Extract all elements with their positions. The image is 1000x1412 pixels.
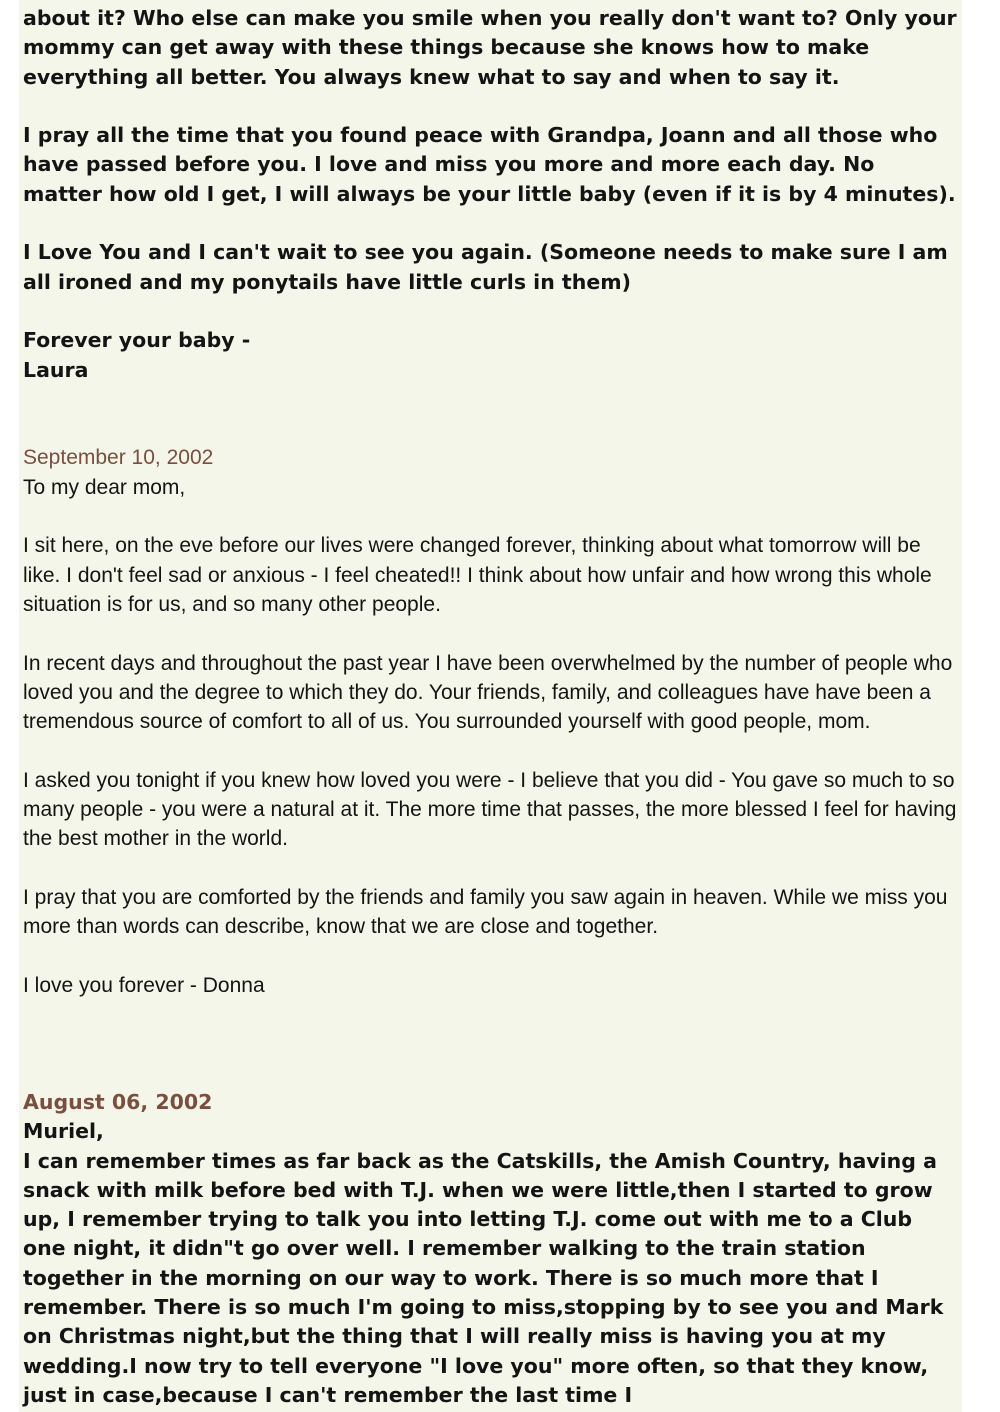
letter-paragraph: I Love You and I can't wait to see you again. (Someone needs to make sure I am all ironed and my ponytails have little curls in them) <box>23 240 948 294</box>
letter-paragraph: about it? Who else can make you smile when you really don't want to? Only your mommy can get away with these things because she knows how to make everything all better. You always knew what to say and when to say it. <box>23 6 957 89</box>
letter-paragraph: I pray all the time that you found peace with Grandpa, Joann and all those who have passed before you. I love and miss you more and more each day. No matter how old I get, I will always be your little baby (even if it is by 4 minutes). <box>23 123 956 206</box>
letter-signature: Laura <box>23 357 89 382</box>
letter-signoff: Forever your baby - <box>23 328 251 353</box>
letter-muriel <box>23 1088 958 1410</box>
letter-date: August 06, 2002 <box>23 1089 213 1114</box>
letter-donna <box>23 443 958 1000</box>
letter-laura <box>23 4 958 385</box>
letter-paragraph: I asked you tonight if you knew how loved you were - I believe that you did - You gave so much to so many people - you were a natural at it. The more time that passes, the more blessed I feel for having the best mother in the world. <box>23 768 957 851</box>
letter-greeting: To my dear mom, <box>23 475 186 499</box>
letter-paragraph: In recent days and throughout the past year I have been overwhelmed by the number of people who loved you and the degree to which they do. Your friends, family, and colleagues have have been a tremendous source of comfort to all of us. You surrounded yourself with good people, mom. <box>23 651 953 734</box>
letter-date: September 10, 2002 <box>23 446 214 470</box>
letter-paragraph: I can remember times as far back as the Catskills, the Amish Country, having a snack with milk before bed with T.J. when we were little,then I started to grow up, I remember trying to talk you into letting T.J. come out with me to a Club one night, it didn"t go over well. I remember walking to the train station together in the morning on our way to work. There is so much more that I remember. There is so much I'm going to miss,stopping by to see you and Mark on Christmas night,but the thing that I will really miss is having you at my wedding.I now try to tell everyone "I love you" more often, so that they know, just in case,because I can't remember the last time I <box>23 1148 944 1407</box>
tribute-page <box>19 0 962 1412</box>
page-content <box>23 4 958 1410</box>
letter-signature: I love you forever - Donna <box>23 973 265 997</box>
letter-paragraph: I sit here, on the eve before our lives were changed forever, thinking about what tomorrow will be like. I don't feel sad or anxious - I feel cheated!! I think about how unfair and how wrong this whole situation is for us, and so many other people. <box>23 534 932 616</box>
letter-paragraph: I pray that you are comforted by the friends and family you saw again in heaven. While we miss you more than words can describe, know that we are close and together. <box>23 885 948 939</box>
letter-greeting: Muriel, <box>23 1119 104 1144</box>
